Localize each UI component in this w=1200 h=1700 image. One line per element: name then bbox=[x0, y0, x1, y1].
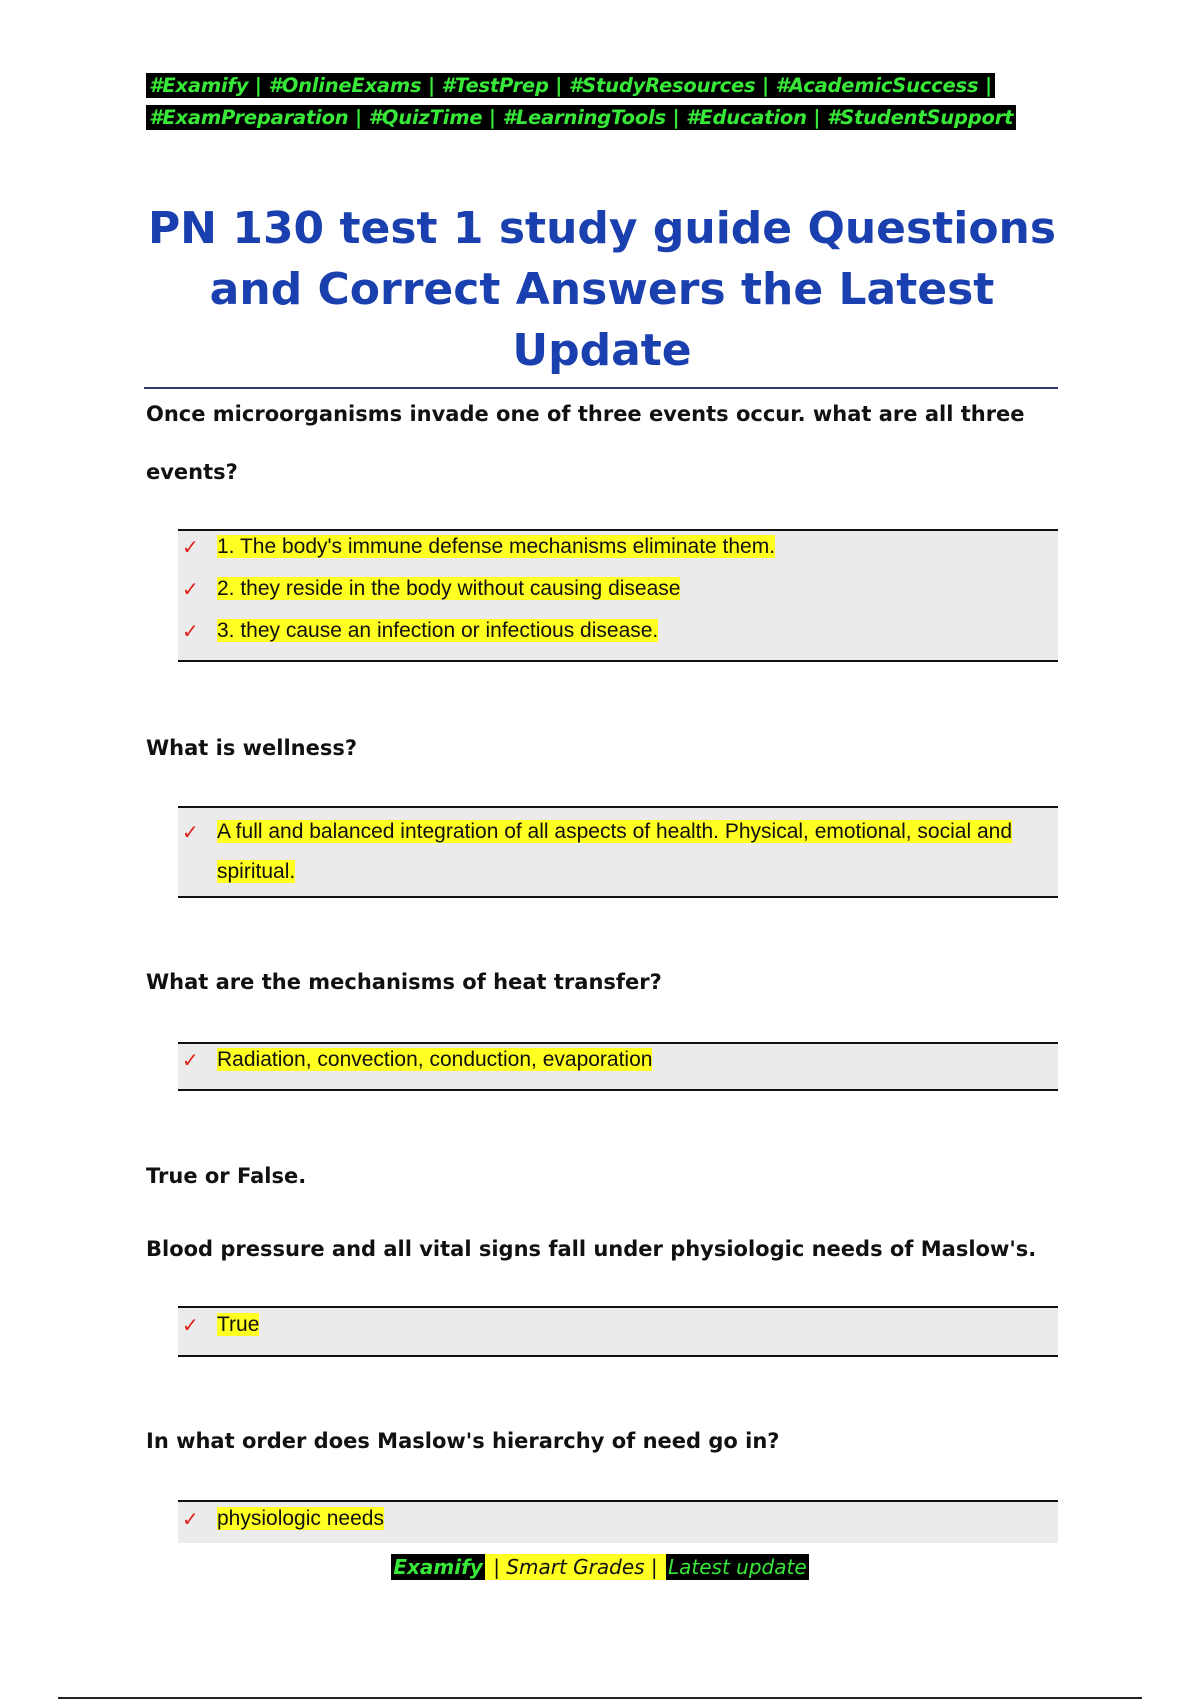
question-text: What is wellness? bbox=[146, 736, 358, 760]
answer-block bbox=[178, 1042, 1058, 1091]
answer-item bbox=[178, 812, 1012, 892]
answer-text: physiologic needs bbox=[217, 1507, 384, 1530]
title-line: Update bbox=[512, 325, 692, 376]
answer-item bbox=[178, 619, 658, 643]
answer-item bbox=[178, 535, 775, 559]
answer-item bbox=[178, 1507, 384, 1531]
page-footer bbox=[0, 1555, 1200, 1579]
question-text: Once microorganisms invade one of three events occur. what are all three bbox=[146, 402, 1025, 426]
checkmark-icon: ✓ bbox=[182, 1313, 199, 1337]
hashtag-line bbox=[146, 102, 1066, 134]
answer-text: Radiation, convection, conduction, evaporation bbox=[217, 1048, 653, 1071]
answer-item bbox=[178, 577, 680, 601]
footer-tagline: | Smart Grades | bbox=[486, 1555, 665, 1579]
answer-item bbox=[178, 1313, 259, 1337]
answer-text: 3. they cause an infection or infectious disease. bbox=[217, 619, 659, 642]
question-text: In what order does Maslow's hierarchy of need go in? bbox=[146, 1429, 780, 1453]
checkmark-icon: ✓ bbox=[182, 619, 199, 643]
hashtag-text: #Examify | #OnlineExams | #TestPrep | #StudyResources | #AcademicSuccess | bbox=[146, 73, 995, 98]
answer-block bbox=[178, 1500, 1058, 1543]
footer-latest-update: Latest update bbox=[668, 1555, 807, 1579]
question-text: True or False. bbox=[146, 1164, 307, 1188]
checkmark-icon: ✓ bbox=[182, 1507, 199, 1531]
question-text: Blood pressure and all vital signs fall under physiologic needs of Maslow's. bbox=[146, 1237, 1037, 1261]
checkmark-icon: ✓ bbox=[182, 535, 199, 559]
answer-item bbox=[178, 1048, 652, 1072]
checkmark-icon: ✓ bbox=[182, 820, 199, 844]
answer-text: 1. The body's immune defense mechanisms eliminate them. bbox=[217, 535, 776, 558]
hashtag-banner bbox=[146, 70, 1066, 134]
answer-text: A full and balanced integration of all aspects of health. Physical, emotional, social and bbox=[217, 820, 1012, 843]
title-divider bbox=[144, 387, 1058, 389]
checkmark-icon: ✓ bbox=[182, 577, 199, 601]
footer-brand: Examify bbox=[393, 1555, 483, 1579]
question-text: events? bbox=[146, 460, 238, 484]
answer-block bbox=[178, 529, 1058, 662]
answer-block bbox=[178, 806, 1058, 898]
title-line: PN 130 test 1 study guide Questions bbox=[147, 203, 1057, 254]
answer-block bbox=[178, 1306, 1058, 1357]
answer-text: spiritual. bbox=[217, 860, 296, 883]
question-text: What are the mechanisms of heat transfer? bbox=[146, 970, 662, 994]
page-bottom-divider bbox=[58, 1697, 1142, 1699]
hashtag-line bbox=[146, 70, 1066, 102]
title-line: and Correct Answers the Latest bbox=[209, 264, 995, 315]
checkmark-icon: ✓ bbox=[182, 1048, 199, 1072]
document-title bbox=[146, 198, 1058, 381]
answer-text: True bbox=[217, 1313, 260, 1336]
hashtag-text: #ExamPreparation | #QuizTime | #LearningTools | #Education | #StudentSupport bbox=[146, 105, 1016, 130]
answer-text: 2. they reside in the body without causing disease bbox=[217, 577, 681, 600]
